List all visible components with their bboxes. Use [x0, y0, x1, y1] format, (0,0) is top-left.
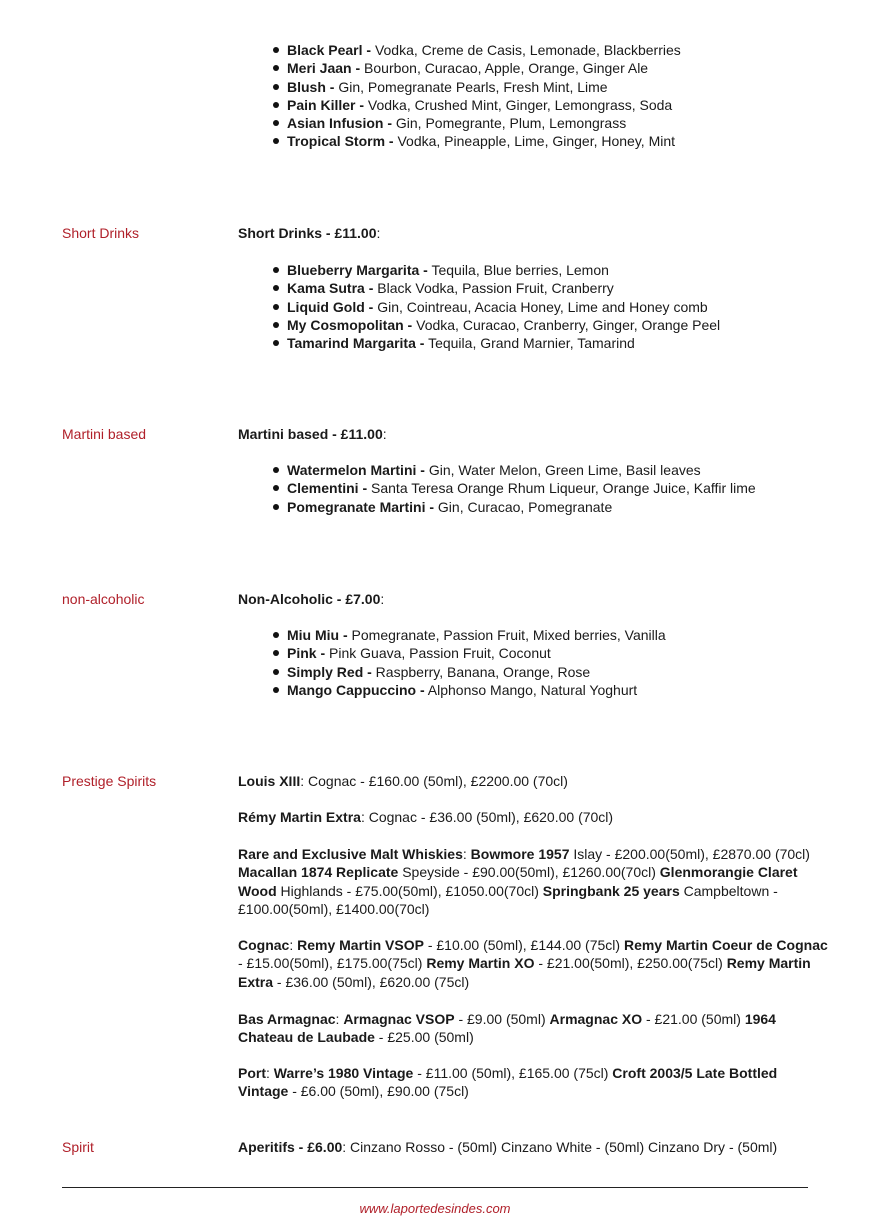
section-heading-non-alcoholic: [238, 590, 384, 608]
list-item: [270, 644, 666, 662]
bold-text: Bowmore 1957: [470, 846, 570, 862]
section-label-non-alcoholic: non-alcoholic: [62, 591, 145, 607]
drink-name: Liquid Gold -: [287, 298, 374, 315]
drink-name: Miu Miu -: [287, 627, 348, 643]
short-drinks-list: [270, 261, 720, 352]
drink-ingredients: Alphonso Mango, Natural Yoghurt: [424, 681, 638, 698]
drink-ingredients: Tequila, Grand Marnier, Tamarind: [424, 335, 635, 352]
section-label-martini: Martini based: [62, 426, 147, 442]
text: :: [266, 1065, 274, 1081]
text: Highlands - £75.00(50ml), £1050.00(70cl): [276, 882, 543, 899]
bold-text: Macallan 1874 Replicate: [238, 864, 399, 881]
list-item: [270, 114, 681, 132]
bold-text: Warre’s 1980 Vintage: [273, 1065, 414, 1081]
drink-name: Kama Sutra -: [287, 280, 374, 297]
drink-name: Asian Infusion -: [287, 115, 392, 132]
list-item: [270, 663, 666, 681]
cocktail-list-top: [270, 41, 681, 151]
bold-text: Croft 2003/5 Late Bottled Vintage: [238, 1065, 778, 1100]
footer-divider: [62, 1187, 808, 1188]
drink-name: Black Pearl -: [287, 42, 372, 58]
section-label-spirit: Spirit: [62, 1139, 94, 1155]
list-item: [270, 78, 681, 96]
drink-ingredients: Black Vodka, Passion Fruit, Cranberry: [373, 280, 614, 297]
bold-text: Armagnac XO: [549, 1011, 643, 1027]
drink-name: Simply Red -: [287, 663, 372, 680]
bold-text: 1964 Chateau de Laubade: [238, 1011, 776, 1046]
bold-text: Remy Martin XO: [426, 955, 535, 972]
bold-text: Rémy Martin Extra: [238, 809, 361, 825]
drink-name: Clementini -: [287, 480, 368, 497]
drink-ingredients: Pink Guava, Passion Fruit, Coconut: [325, 645, 551, 662]
bold-text: Aperitifs - £6.00: [238, 1139, 343, 1155]
drink-ingredients: Vodka, Creme de Casis, Lemonade, Blackberries: [371, 42, 681, 58]
list-item: [270, 498, 756, 516]
bold-text: Armagnac VSOP: [343, 1011, 455, 1027]
prestige-cognac: [238, 936, 828, 991]
list-item: [270, 132, 681, 150]
text: - £10.00 (50ml), £144.00 (75cl): [423, 937, 624, 953]
text: - £6.00 (50ml), £90.00 (75cl): [288, 1083, 469, 1100]
text: :: [462, 846, 471, 862]
heading-text: Martini based - £11.00: [238, 426, 383, 442]
drink-name: Tamarind Margarita -: [287, 335, 425, 352]
heading-suffix: :: [382, 426, 387, 442]
text: : Cinzano Rosso - (50ml) Cinzano White - (50ml) Cinzano Dry - (50ml): [342, 1139, 778, 1155]
list-item: [270, 261, 720, 279]
drink-ingredients: Gin, Pomegranate Pearls, Fresh Mint, Lime: [334, 78, 608, 95]
drink-name: Mango Cappuccino -: [287, 681, 425, 698]
footer-url-link[interactable]: www.laportedesindes.com: [359, 1201, 511, 1216]
text: Islay - £200.00(50ml), £2870.00 (70cl): [569, 846, 810, 862]
drink-name: Pomegranate Martini -: [287, 498, 435, 515]
prestige-louis-xiii: [238, 772, 828, 790]
heading-suffix: :: [380, 591, 385, 607]
drink-ingredients: Bourbon, Curacao, Apple, Orange, Ginger Ale: [360, 60, 649, 77]
bold-text: Glenmorangie Claret Wood: [238, 864, 798, 899]
text: : Cognac - £160.00 (50ml), £2200.00 (70cl): [300, 773, 568, 789]
martini-list: [270, 461, 756, 516]
bold-text: Rare and Exclusive Malt Whiskies: [238, 846, 463, 862]
text: Campbeltown - £100.00(50ml), £1400.00(70cl): [238, 882, 778, 917]
section-label-prestige-spirits: Prestige Spirits: [62, 773, 157, 789]
drink-name: Pink -: [287, 645, 326, 662]
text: - £21.00 (50ml): [642, 1011, 745, 1027]
drink-ingredients: Gin, Cointreau, Acacia Honey, Lime and Honey comb: [373, 298, 708, 315]
section-heading-short-drinks: [238, 224, 380, 242]
drink-ingredients: Vodka, Crushed Mint, Ginger, Lemongrass, Soda: [364, 96, 673, 113]
drink-ingredients: Vodka, Curacao, Cranberry, Ginger, Orange Peel: [412, 316, 721, 333]
bold-text: Remy Martin VSOP: [297, 937, 424, 953]
bold-text: Cognac: [238, 937, 290, 953]
prestige-bas-armagnac: [238, 1010, 828, 1047]
text: - £9.00 (50ml): [454, 1011, 550, 1027]
list-item: [270, 626, 666, 644]
spirit-aperitifs: [238, 1138, 828, 1156]
text: - £21.00(50ml), £250.00(75cl): [534, 955, 727, 972]
list-item: [270, 279, 720, 297]
bold-text: Louis XIII: [238, 773, 301, 789]
text: - £15.00(50ml), £175.00(75cl): [238, 955, 427, 972]
text: - £11.00 (50ml), £165.00 (75cl): [413, 1065, 613, 1081]
list-item: [270, 461, 756, 479]
list-item: [270, 334, 720, 352]
drink-name: Meri Jaan -: [287, 60, 361, 77]
prestige-port: [238, 1064, 828, 1101]
list-item: [270, 59, 681, 77]
drink-name: Blueberry Margarita -: [287, 262, 428, 278]
drink-ingredients: Gin, Water Melon, Green Lime, Basil leaves: [424, 462, 701, 478]
prestige-remy-martin-extra: [238, 808, 828, 826]
drink-name: Tropical Storm -: [287, 133, 394, 150]
list-item: [270, 298, 720, 316]
drink-ingredients: Pomegranate, Passion Fruit, Mixed berries, Vanilla: [347, 627, 666, 643]
list-item: [270, 41, 681, 59]
drink-ingredients: Vodka, Pineapple, Lime, Ginger, Honey, Mint: [393, 133, 676, 150]
bold-text: Remy Martin Coeur de Cognac: [623, 937, 828, 953]
drink-ingredients: Raspberry, Banana, Orange, Rose: [371, 663, 591, 680]
drink-name: Pain Killer -: [287, 96, 365, 113]
bold-text: Port: [238, 1065, 266, 1081]
heading-text: Non-Alcoholic - £7.00: [238, 591, 381, 607]
bold-text: Remy Martin Extra: [238, 955, 811, 990]
drink-ingredients: Gin, Pomegrante, Plum, Lemongrass: [392, 115, 627, 132]
text: - £25.00 (50ml): [374, 1029, 474, 1046]
text: :: [289, 937, 298, 953]
drink-ingredients: Gin, Curacao, Pomegranate: [434, 498, 613, 515]
drink-name: Blush -: [287, 78, 335, 95]
prestige-malt-whiskies: [238, 845, 828, 918]
list-item: [270, 681, 666, 699]
list-item: [270, 96, 681, 114]
text: Speyside - £90.00(50ml), £1260.00(70cl): [398, 864, 660, 881]
text: : Cognac - £36.00 (50ml), £620.00 (70cl): [360, 809, 614, 825]
heading-suffix: :: [376, 225, 381, 241]
drink-ingredients: Santa Teresa Orange Rhum Liqueur, Orange Juice, Kaffir lime: [367, 480, 756, 497]
bold-text: Bas Armagnac: [238, 1011, 336, 1027]
section-label-short-drinks: Short Drinks: [62, 225, 140, 241]
text: - £36.00 (50ml), £620.00 (75cl): [273, 973, 470, 990]
bold-text: Springbank 25 years: [542, 882, 680, 899]
text: :: [335, 1011, 344, 1027]
non-alcoholic-list: [270, 626, 666, 699]
section-heading-martini: [238, 425, 387, 443]
drink-ingredients: Tequila, Blue berries, Lemon: [427, 262, 609, 278]
heading-text: Short Drinks - £11.00: [238, 225, 377, 241]
list-item: [270, 316, 720, 334]
drink-name: Watermelon Martini -: [287, 462, 425, 478]
drink-name: My Cosmopolitan -: [287, 316, 413, 333]
list-item: [270, 479, 756, 497]
